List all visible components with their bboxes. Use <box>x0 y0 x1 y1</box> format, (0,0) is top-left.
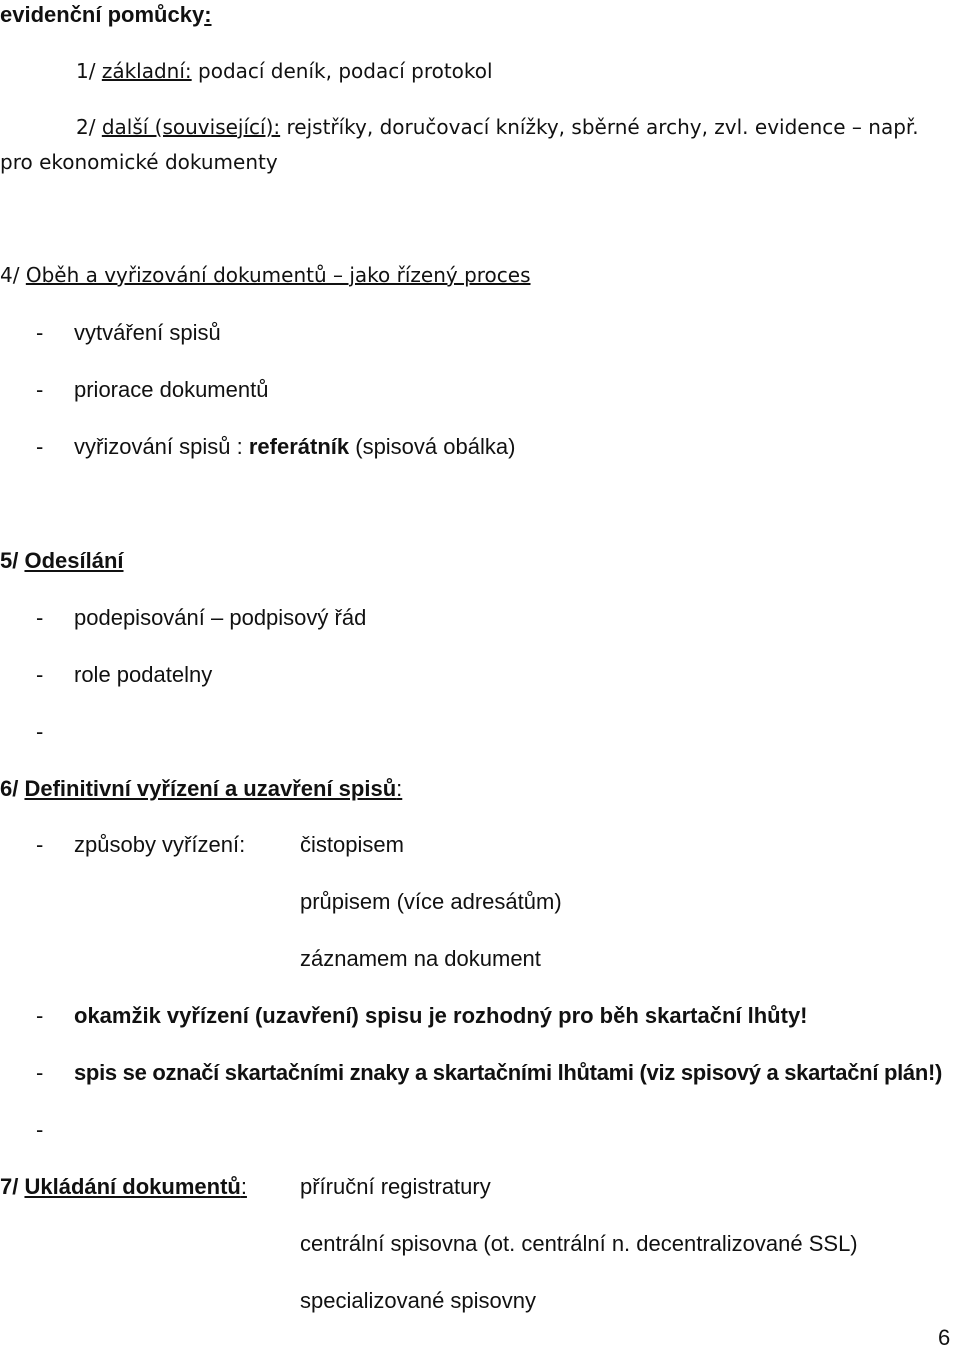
text-a: vyřizování spisů : <box>74 434 249 459</box>
item-2-text: rejstříky, doručovací knížky, sběrné archy, zvl. evidence – např. <box>280 115 919 139</box>
storage-item: příruční registratury <box>300 1174 491 1199</box>
storage-item: specializované spisovny <box>300 1288 537 1313</box>
section-4-title: Oběh a vyřizování dokumentů – jako řízený proces <box>25 263 531 287</box>
section-7-heading <box>0 1174 247 1199</box>
section-4-item-text: vytváření spisů <box>74 320 221 345</box>
section-5-item-text: podepisování – podpisový řád <box>74 605 367 630</box>
item-1-text: podací deník, podací protokol <box>191 59 493 83</box>
dash: - <box>36 1117 44 1142</box>
item-2-prefix: 2/ <box>76 115 102 139</box>
section-4-heading <box>0 262 531 288</box>
bold-item-text: okamžik vyřízení (uzavření) spisu je rozhodný pro běh skartační lhůty! <box>74 1003 808 1028</box>
item-2-label: další (související): <box>101 115 281 139</box>
section-6-prefix: 6/ <box>0 776 25 801</box>
item-1-prefix: 1/ <box>76 59 102 83</box>
item-1-label: základní: <box>101 59 192 83</box>
bold-item-text: spis se označí skartačními znaky a skartačními lhůtami (viz spisový a skartační plán!) <box>74 1060 943 1085</box>
storage-item: centrální spisovna (ot. centrální n. decentralizované SSL) <box>300 1231 858 1256</box>
section-5-heading <box>0 548 124 574</box>
section-6-heading <box>0 776 402 802</box>
way-item: průpisem (více adresátům) <box>300 889 562 914</box>
dash: - <box>36 662 44 687</box>
dash: - <box>36 719 44 744</box>
way-item: čistopisem <box>300 832 404 857</box>
section-7-prefix: 7/ <box>0 1174 25 1199</box>
section-5-item-text: role podatelny <box>74 662 213 687</box>
item-2-continuation: pro ekonomické dokumenty <box>0 150 278 174</box>
heading-evidencni-pomucky <box>0 2 212 28</box>
page-number: 6 <box>938 1325 951 1350</box>
section-5-title: Odesílání <box>24 548 124 573</box>
section-6-colon: : <box>396 776 403 801</box>
dash: - <box>36 1003 44 1028</box>
way-item: záznamem na dokument <box>300 946 541 971</box>
dash: - <box>36 377 44 402</box>
text-c: (spisová obálka) <box>349 434 516 459</box>
heading-text: evidenční pomůcky <box>0 2 205 27</box>
section-4-item-text: priorace dokumentů <box>74 377 269 402</box>
section-7-title: Ukládání dokumentů <box>24 1174 241 1199</box>
section-7-colon: : <box>240 1174 247 1199</box>
dash: - <box>36 320 44 345</box>
item-2 <box>76 114 919 140</box>
dash: - <box>36 605 44 630</box>
item-1 <box>76 58 493 84</box>
section-5-prefix: 5/ <box>0 548 25 573</box>
section-4-prefix: 4/ <box>0 263 26 287</box>
dash: - <box>36 832 44 857</box>
dash: - <box>36 1060 44 1085</box>
text-referatnik: referátník <box>248 434 350 459</box>
section-7 <box>0 1174 900 1200</box>
section-6-title: Definitivní vyřízení a uzavření spisů <box>24 776 397 801</box>
section-4-item-text <box>74 434 515 460</box>
heading-colon: : <box>204 2 212 27</box>
ways-label: způsoby vyřízení: <box>74 832 246 857</box>
dash: - <box>36 434 44 459</box>
